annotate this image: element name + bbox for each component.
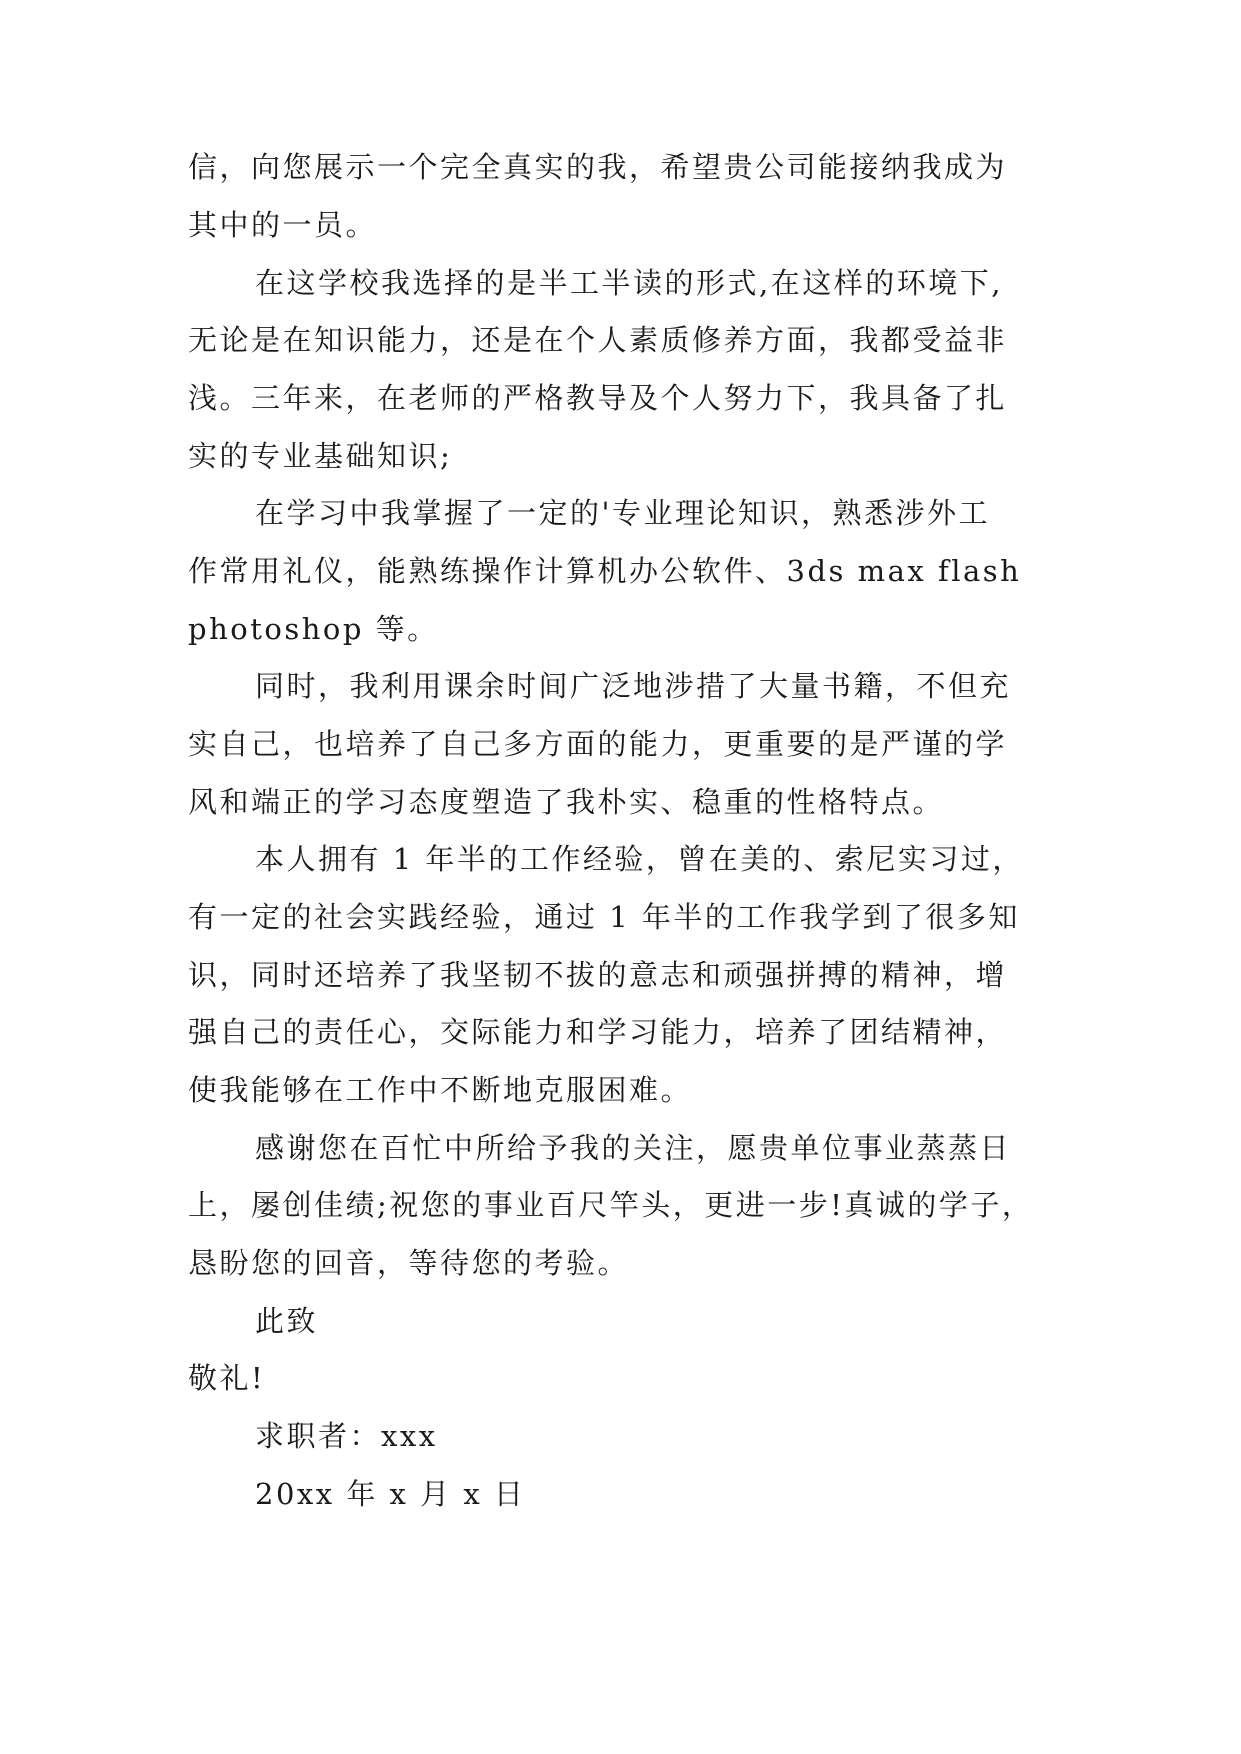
text-line: 实的专业基础知识; xyxy=(188,439,453,473)
text-line: 上，屡创佳绩;祝您的事业百尺竿头，更进一步!真诚的学子， xyxy=(188,1188,1034,1222)
text-line: 在学习中我掌握了一定的'专业理论知识，熟悉涉外工 xyxy=(255,496,990,530)
closing-regards: 敬礼! xyxy=(188,1361,266,1395)
text-line: 有一定的社会实践经验，通过 1 年半的工作我学到了很多知 xyxy=(188,900,1020,934)
text-line: 作常用礼仪，能熟练操作计算机办公软件、3ds max flash xyxy=(188,554,1022,588)
text-line: photoshop 等。 xyxy=(188,612,439,646)
text-line: 恳盼您的回音，等待您的考验。 xyxy=(188,1246,630,1280)
signature-name: 求职者：xxx xyxy=(255,1419,438,1453)
text-line: 浅。三年来，在老师的严格教导及个人努力下，我具备了扎 xyxy=(188,381,1008,415)
text-line: 实自己，也培养了自己多方面的能力，更重要的是严谨的学 xyxy=(188,727,1008,761)
text-line: 使我能够在工作中不断地克服困难。 xyxy=(188,1073,693,1107)
text-line: 信，向您展示一个完全真实的我，希望贵公司能接纳我成为 xyxy=(188,150,1008,184)
closing-salutation: 此致 xyxy=(255,1304,319,1338)
text-line: 在这学校我选择的是半工半读的形式,在这样的环境下, xyxy=(255,266,1003,300)
text-line: 强自己的责任心，交际能力和学习能力，培养了团结精神， xyxy=(188,1015,1008,1049)
text-line: 风和端正的学习态度塑造了我朴实、稳重的性格特点。 xyxy=(188,785,945,819)
text-line: 识，同时还培养了我坚韧不拔的意志和顽强拼搏的精神，增 xyxy=(188,958,1008,992)
text-line: 感谢您在百忙中所给予我的关注，愿贵单位事业蒸蒸日 xyxy=(255,1131,1012,1165)
text-line: 本人拥有 1 年半的工作经验，曾在美的、索尼实习过， xyxy=(255,842,1024,876)
text-line: 其中的一员。 xyxy=(188,208,378,242)
text-line: 同时，我利用课余时间广泛地涉措了大量书籍，不但充 xyxy=(255,669,1012,703)
text-line: 无论是在知识能力，还是在个人素质修养方面，我都受益非 xyxy=(188,323,1008,357)
signature-date: 20xx 年 x 月 x 日 xyxy=(255,1477,526,1511)
